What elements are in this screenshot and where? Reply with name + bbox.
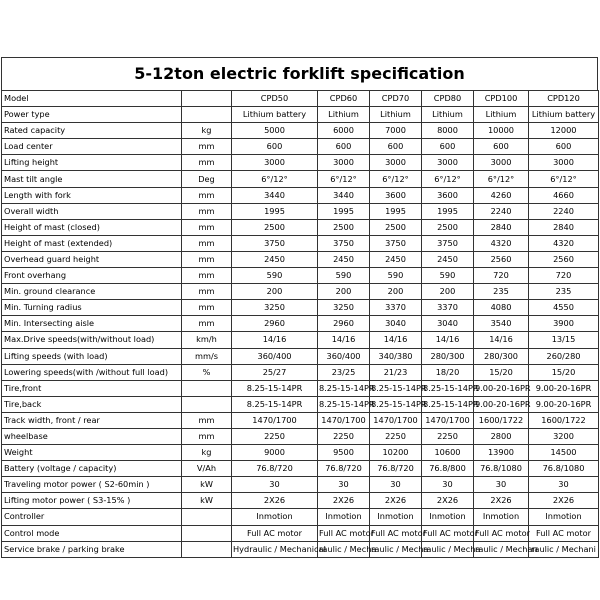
table-row [2,171,599,187]
value-cell: 1995 [370,203,422,219]
value-cell: 2500 [232,219,318,235]
value-cell: 340/380 [370,348,422,364]
unit-cell [182,380,232,396]
value-cell: 3440 [232,187,318,203]
value-cell: Inmotion [318,509,370,525]
value-cell: 3540 [474,316,529,332]
table-row [2,396,599,412]
table-row [2,541,599,557]
value-cell: 6°/12° [318,171,370,187]
unit-cell: km/h [182,332,232,348]
unit-cell: mm/s [182,348,232,364]
value-cell: 3250 [232,300,318,316]
table-row [2,155,599,171]
value-cell: raulic / Mechan [474,541,529,557]
value-cell: 2X26 [474,493,529,509]
param-cell: Model [2,91,182,107]
value-cell: 30 [318,477,370,493]
unit-cell: mm [182,219,232,235]
param-cell: Front overhang [2,268,182,284]
value-cell: 6°/12° [474,171,529,187]
value-cell: 30 [474,477,529,493]
table-row [2,107,599,123]
unit-cell: mm [182,268,232,284]
value-cell: 200 [370,284,422,300]
value-cell: 2560 [529,251,599,267]
value-cell: 14/16 [232,332,318,348]
value-cell: 21/23 [370,364,422,380]
value-cell: 2840 [529,219,599,235]
value-cell: 2450 [422,251,474,267]
param-cell: Min. Turning radius [2,300,182,316]
table-row [2,412,599,428]
value-cell: 2X26 [529,493,599,509]
param-cell: Lowering speeds(with /without full load) [2,364,182,380]
value-cell: 8.25-15-14PR [370,396,422,412]
value-cell: 2800 [474,428,529,444]
table-row [2,428,599,444]
value-cell: 8.25-15-14PR [318,380,370,396]
unit-cell [182,541,232,557]
table-row [2,493,599,509]
table-row [2,364,599,380]
value-cell: 600 [370,139,422,155]
value-cell: 2250 [370,428,422,444]
value-cell: 720 [529,268,599,284]
page-title: 5-12ton electric forklift specification [1,57,598,90]
unit-cell [182,91,232,107]
value-cell: 4260 [474,187,529,203]
value-cell: 3750 [318,235,370,251]
value-cell: 3000 [370,155,422,171]
value-cell: Lithium [474,107,529,123]
param-cell: Load center [2,139,182,155]
value-cell: 12000 [529,123,599,139]
value-cell: 30 [232,477,318,493]
table-row [2,139,599,155]
value-cell: 30 [529,477,599,493]
param-cell: Tire,front [2,380,182,396]
table-row [2,461,599,477]
value-cell: raulic / Mecha [370,541,422,557]
value-cell: 9.00-20-16PR [529,380,599,396]
value-cell: 360/400 [232,348,318,364]
param-cell: Control mode [2,525,182,541]
value-cell: Lithium [370,107,422,123]
value-cell: 3000 [318,155,370,171]
value-cell: 600 [232,139,318,155]
value-cell: 200 [422,284,474,300]
value-cell: 360/400 [318,348,370,364]
value-cell: 600 [529,139,599,155]
value-cell: 720 [474,268,529,284]
value-cell: 13/15 [529,332,599,348]
unit-cell [182,525,232,541]
value-cell: 3370 [422,300,474,316]
value-cell: 2X26 [318,493,370,509]
param-cell: Lifting speeds (with load) [2,348,182,364]
value-cell: 8000 [422,123,474,139]
value-cell: 3000 [422,155,474,171]
value-cell: 13900 [474,445,529,461]
value-cell: 3000 [529,155,599,171]
value-cell: 7000 [370,123,422,139]
value-cell: 3000 [232,155,318,171]
value-cell: 10600 [422,445,474,461]
value-cell: CPD70 [370,91,422,107]
value-cell: 3040 [422,316,474,332]
unit-cell: mm [182,155,232,171]
value-cell: 1995 [422,203,474,219]
value-cell: raulic / Mecha [318,541,370,557]
param-cell: Weight [2,445,182,461]
param-cell: Height of mast (extended) [2,235,182,251]
value-cell: 6°/12° [529,171,599,187]
value-cell: 200 [318,284,370,300]
param-cell: Min. ground clearance [2,284,182,300]
value-cell: CPD60 [318,91,370,107]
value-cell: 235 [474,284,529,300]
value-cell: 280/300 [474,348,529,364]
spec-table [1,90,599,558]
param-cell: Tire,back [2,396,182,412]
value-cell: 14/16 [318,332,370,348]
value-cell: 260/280 [529,348,599,364]
value-cell: 3440 [318,187,370,203]
spec-table-body [2,91,599,558]
value-cell: Full AC motor [529,525,599,541]
value-cell: 2250 [232,428,318,444]
value-cell: 235 [529,284,599,300]
value-cell: 590 [370,268,422,284]
unit-cell: kW [182,477,232,493]
value-cell: Lithium battery [232,107,318,123]
value-cell: 3040 [370,316,422,332]
value-cell: 76.8/800 [422,461,474,477]
value-cell: 3750 [370,235,422,251]
param-cell: Max.Drive speeds(with/without load) [2,332,182,348]
value-cell: 2450 [232,251,318,267]
value-cell: 15/20 [529,364,599,380]
value-cell: 2250 [318,428,370,444]
value-cell: 2560 [474,251,529,267]
param-cell: Overhead guard height [2,251,182,267]
value-cell: 76.8/1080 [529,461,599,477]
value-cell: 8.25-15-14PR [232,396,318,412]
value-cell: 2450 [318,251,370,267]
unit-cell: mm [182,251,232,267]
value-cell: 3250 [318,300,370,316]
param-cell: Lifting height [2,155,182,171]
unit-cell [182,107,232,123]
param-cell: Controller [2,509,182,525]
value-cell: 6°/12° [232,171,318,187]
value-cell: 4320 [474,235,529,251]
table-row [2,203,599,219]
value-cell: Lithium [318,107,370,123]
value-cell: Inmotion [529,509,599,525]
value-cell: 3600 [422,187,474,203]
unit-cell: mm [182,300,232,316]
value-cell: 1995 [232,203,318,219]
table-row [2,187,599,203]
value-cell: 2500 [318,219,370,235]
value-cell: Hydraulic / Mechanical [232,541,318,557]
unit-cell: kg [182,123,232,139]
value-cell: 30 [422,477,474,493]
value-cell: 8.25-15-14PR [422,380,474,396]
unit-cell: mm [182,139,232,155]
spec-sheet [1,57,598,558]
value-cell: 8.25-15-14PR [422,396,474,412]
value-cell: 2250 [422,428,474,444]
value-cell: 1470/1700 [370,412,422,428]
value-cell: 9.00-20-16PR [529,396,599,412]
unit-cell: mm [182,316,232,332]
table-row [2,525,599,541]
value-cell: raulic / Mecha [422,541,474,557]
value-cell: 6°/12° [422,171,474,187]
param-cell: Lifting motor power ( S3-15% ) [2,493,182,509]
value-cell: 4080 [474,300,529,316]
value-cell: 3900 [529,316,599,332]
unit-cell: mm [182,284,232,300]
value-cell: 2X26 [422,493,474,509]
value-cell: 590 [232,268,318,284]
table-row [2,445,599,461]
value-cell: 1470/1700 [232,412,318,428]
table-row [2,509,599,525]
value-cell: CPD120 [529,91,599,107]
value-cell: 2960 [232,316,318,332]
table-row [2,219,599,235]
table-row [2,348,599,364]
unit-cell: mm [182,235,232,251]
value-cell: 600 [318,139,370,155]
value-cell: Full AC motor [232,525,318,541]
value-cell: Full AC motor [318,525,370,541]
value-cell: 2960 [318,316,370,332]
value-cell: 5000 [232,123,318,139]
param-cell: Battery (voltage / capacity) [2,461,182,477]
table-row [2,268,599,284]
unit-cell: mm [182,412,232,428]
value-cell: 10000 [474,123,529,139]
param-cell: Track width, front / rear [2,412,182,428]
value-cell: 2X26 [232,493,318,509]
value-cell: Lithium battery [529,107,599,123]
value-cell: 76.8/1080 [474,461,529,477]
param-cell: Height of mast (closed) [2,219,182,235]
unit-cell [182,509,232,525]
value-cell: 3750 [232,235,318,251]
param-cell: wheelbase [2,428,182,444]
param-cell: Service brake / parking brake [2,541,182,557]
value-cell: Full AC motor [370,525,422,541]
value-cell: 1600/1722 [529,412,599,428]
value-cell: 8.25-15-14PR [318,396,370,412]
param-cell: Rated capacity [2,123,182,139]
value-cell: 10200 [370,445,422,461]
value-cell: 590 [422,268,474,284]
value-cell: 1470/1700 [422,412,474,428]
value-cell: 1470/1700 [318,412,370,428]
value-cell: 590 [318,268,370,284]
param-cell: Length with fork [2,187,182,203]
table-row [2,123,599,139]
value-cell: 76.8/720 [232,461,318,477]
value-cell: Inmotion [370,509,422,525]
value-cell: 25/27 [232,364,318,380]
table-row [2,251,599,267]
value-cell: 76.8/720 [318,461,370,477]
value-cell: 600 [422,139,474,155]
param-cell: Traveling motor power ( S2-60min ) [2,477,182,493]
unit-cell [182,396,232,412]
unit-cell: Deg [182,171,232,187]
value-cell: Inmotion [232,509,318,525]
value-cell: 6°/12° [370,171,422,187]
value-cell: 15/20 [474,364,529,380]
value-cell: 3600 [370,187,422,203]
value-cell: Lithium [422,107,474,123]
unit-cell: kW [182,493,232,509]
value-cell: 9500 [318,445,370,461]
param-cell: Min. Intersecting aisle [2,316,182,332]
value-cell: 14/16 [422,332,474,348]
unit-cell: mm [182,187,232,203]
value-cell: Full AC motor [474,525,529,541]
table-row [2,316,599,332]
value-cell: 3000 [474,155,529,171]
table-row [2,284,599,300]
value-cell: 23/25 [318,364,370,380]
value-cell: 8.25-15-14PR [370,380,422,396]
value-cell: 2840 [474,219,529,235]
table-row [2,235,599,251]
value-cell: 2240 [474,203,529,219]
unit-cell: mm [182,203,232,219]
value-cell: 4660 [529,187,599,203]
value-cell: Inmotion [474,509,529,525]
param-cell: Power type [2,107,182,123]
value-cell: 3750 [422,235,474,251]
value-cell: 14/16 [370,332,422,348]
value-cell: 1600/1722 [474,412,529,428]
value-cell: 14500 [529,445,599,461]
value-cell: 9.00-20-16PR [474,396,529,412]
table-row [2,332,599,348]
param-cell: Overall width [2,203,182,219]
value-cell: 9000 [232,445,318,461]
value-cell: 18/20 [422,364,474,380]
value-cell: 76.8/720 [370,461,422,477]
table-row [2,380,599,396]
value-cell: 14/16 [474,332,529,348]
value-cell: 1995 [318,203,370,219]
value-cell: 2240 [529,203,599,219]
value-cell: 3200 [529,428,599,444]
value-cell: CPD80 [422,91,474,107]
value-cell: 280/300 [422,348,474,364]
table-row [2,477,599,493]
value-cell: 600 [474,139,529,155]
value-cell: raulic / Mechani [529,541,599,557]
value-cell: 2X26 [370,493,422,509]
unit-cell: % [182,364,232,380]
value-cell: 9.00-20-16PR [474,380,529,396]
value-cell: 8.25-15-14PR [232,380,318,396]
param-cell: Mast tilt angle [2,171,182,187]
table-row [2,91,599,107]
value-cell: 2500 [422,219,474,235]
value-cell: Inmotion [422,509,474,525]
unit-cell: mm [182,428,232,444]
value-cell: 4550 [529,300,599,316]
table-row [2,300,599,316]
value-cell: 6000 [318,123,370,139]
value-cell: 3370 [370,300,422,316]
value-cell: 200 [232,284,318,300]
value-cell: 2450 [370,251,422,267]
value-cell: CPD100 [474,91,529,107]
value-cell: CPD50 [232,91,318,107]
value-cell: 30 [370,477,422,493]
value-cell: 4320 [529,235,599,251]
unit-cell: kg [182,445,232,461]
value-cell: 2500 [370,219,422,235]
value-cell: Full AC motor [422,525,474,541]
unit-cell: V/Ah [182,461,232,477]
